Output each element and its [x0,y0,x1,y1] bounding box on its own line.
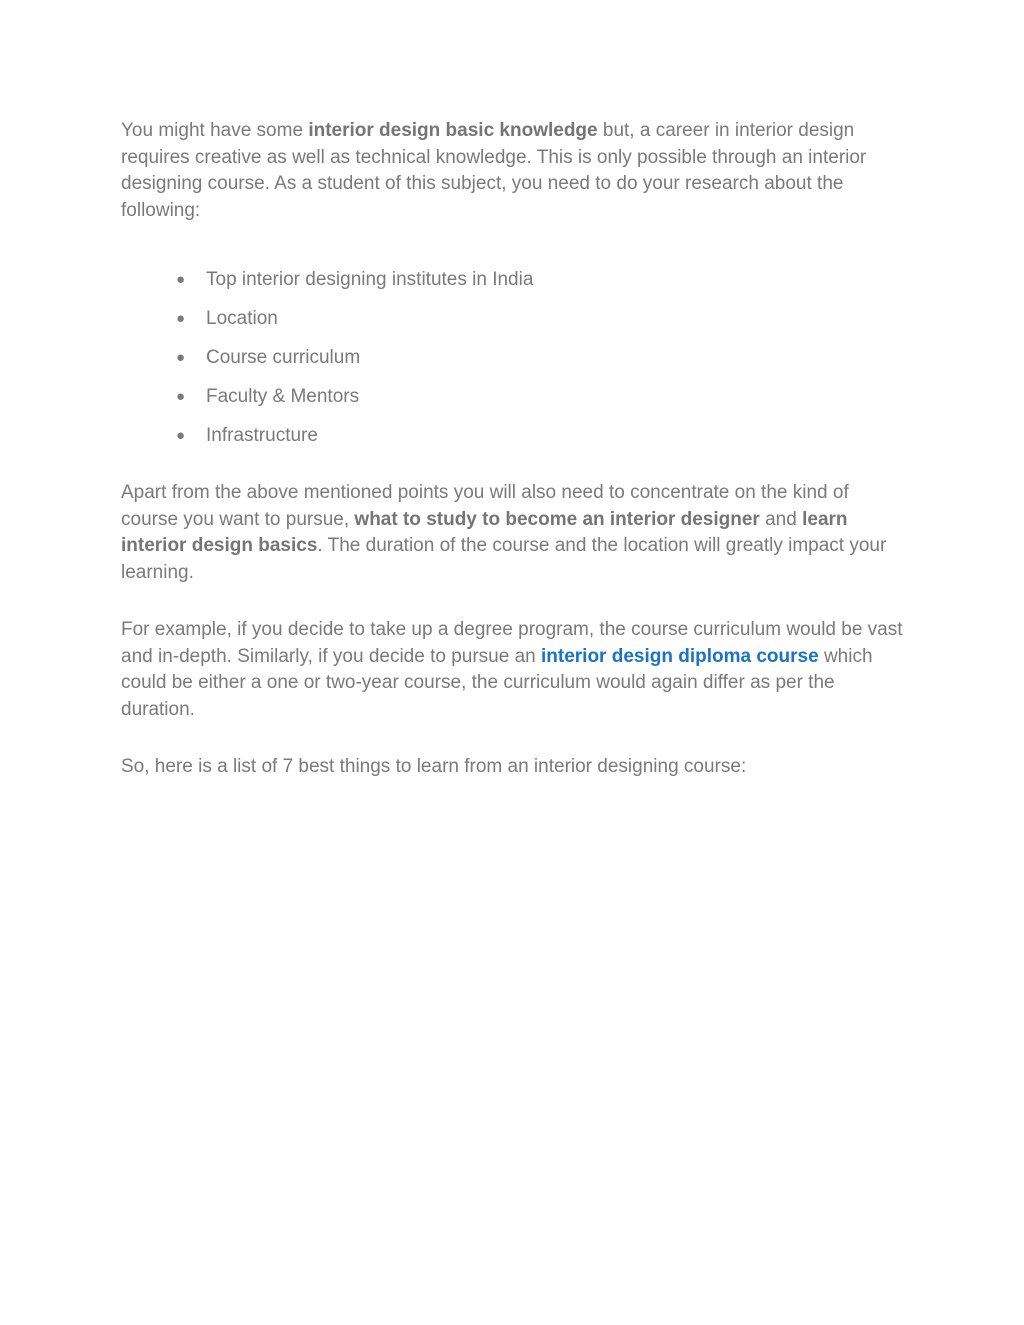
para2-text-1: Apart from the above mentioned points you will also need to concentrate on the kind of course you want to pursue, [121,482,849,530]
document-page [121,118,911,781]
diploma-course-link[interactable]: interior design diploma course [541,645,819,667]
list-intro-paragraph: So, here is a list of 7 best things to learn from an interior designing course: [121,756,747,777]
list-item-text: Top interior designing institutes in India [206,269,534,290]
research-bullet-list [121,260,911,455]
bullet-icon: ● [176,427,186,444]
list-item [121,338,911,377]
example-paragraph [121,617,911,723]
list-item-text: Infrastructure [206,425,318,446]
bullet-icon: ● [176,271,186,288]
para3-text-1: For example, if you decide to take up a degree program, the course curriculum would be vast and in-depth. Similarly, if you decide to pursue an [121,619,903,667]
intro-text-2: but, a career in interior design requires creative as well as technical knowledge. This is only possible through an interior designing course. As a student of this subject, you need to do your research about the following: [121,120,867,221]
list-item [121,299,911,338]
intro-paragraph [121,118,911,224]
bullet-icon: ● [176,388,186,405]
para2-bold-keyword-1: what to study to become an interior designer [354,508,760,530]
intro-bold-keyword: interior design basic knowledge [308,120,598,141]
list-item [121,260,911,299]
course-choice-paragraph [121,480,911,586]
list-item [121,416,911,455]
list-item [121,377,911,416]
para3-text-2: which could be either a one or two-year course, the curriculum would again differ as per the duration. [121,645,873,720]
list-item-text: Faculty & Mentors [206,386,360,407]
para2-text-3: . The duration of the course and the location will greatly impact your learning. [121,535,887,583]
list-item-text: Course curriculum [206,347,361,368]
para2-bold-keyword-2: learn interior design basics [121,508,848,556]
bullet-icon: ● [176,310,186,327]
list-item-text: Location [206,308,278,329]
para2-text-2: and [759,508,803,530]
intro-text-1: You might have some [121,120,309,141]
bullet-icon: ● [176,349,186,366]
